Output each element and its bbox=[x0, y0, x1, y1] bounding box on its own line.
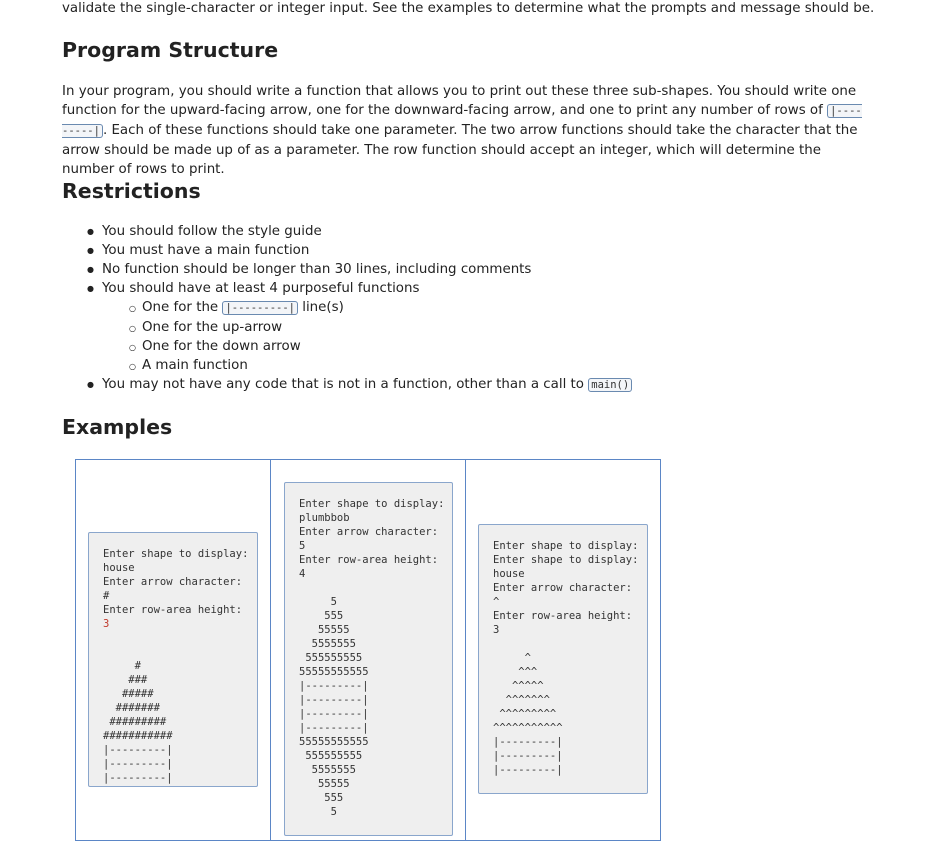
examples-table bbox=[75, 459, 661, 841]
program-structure-text-a: In your program, you should write a function that allows you to print out these three sub-shapes. You should write one function for the upward-facing arrow, one for the downward-facing arrow, and one to print any number of rows of bbox=[62, 84, 857, 118]
heading-program-structure: Program Structure bbox=[62, 38, 279, 62]
example-prompt: Enter shape to display: Enter shape to display: house Enter arrow character: ^ Enter row-area height: 3 bbox=[493, 540, 639, 636]
restriction-item: ● No function should be longer than 30 lines, including comments bbox=[102, 260, 632, 279]
example-cell-plumbbob bbox=[271, 460, 466, 841]
restriction-item bbox=[102, 375, 632, 395]
restriction-item-label: You should have at least 4 purposeful functions bbox=[102, 281, 420, 296]
example-shape: 5 555 55555 5555555 555555555 55555555555 |---------| |---------| |---------| |---------| 55555555555 555555555 5555555 55555 555 5 bbox=[299, 596, 369, 818]
program-structure-text-b: . Each of these functions should take one parameter. The two arrow functions should take the character that the arrow should be made up of as a parameter. The row function should accept an integer, which will determine the number of rows to print. bbox=[62, 123, 858, 177]
example-output-plumbbob bbox=[284, 482, 453, 836]
heading-examples: Examples bbox=[62, 415, 173, 439]
heading-restrictions: Restrictions bbox=[62, 179, 201, 203]
example-cell-house-caret bbox=[466, 460, 661, 841]
example-shape: ^ ^^^ ^^^^^ ^^^^^^^ ^^^^^^^^^ ^^^^^^^^^^^ |---------| |---------| |---------| bbox=[493, 652, 563, 776]
restriction-item bbox=[102, 279, 632, 375]
example-height-value: 3 bbox=[103, 618, 110, 630]
sublist-item: ○ A main function bbox=[142, 356, 632, 375]
row-code-snippet: |---------| bbox=[62, 105, 862, 137]
example-cell-house bbox=[76, 460, 271, 841]
sublist-item-suffix: line(s) bbox=[297, 300, 344, 315]
main-code-snippet: main() bbox=[588, 378, 632, 392]
sublist-item: ○ One for the down arrow bbox=[142, 337, 632, 356]
example-prompt: Enter shape to display: house Enter arrow character: # Enter row-area height: bbox=[103, 548, 249, 616]
restrictions-list bbox=[62, 222, 632, 395]
sublist-item-prefix: One for the bbox=[142, 300, 223, 315]
intro-text: validate the single-character or integer input. See the examples to determine what the prompts and message should be. bbox=[62, 1, 875, 16]
restriction-item-prefix: You may not have any code that is not in a function, other than a call to bbox=[102, 377, 589, 392]
sublist-item bbox=[142, 298, 632, 318]
restriction-item: ● You must have a main function bbox=[102, 241, 632, 260]
example-output-house bbox=[88, 532, 258, 787]
example-shape: # ### ##### ####### ######### ########### |---------| |---------| |---------| bbox=[103, 660, 173, 784]
sublist-item: ○ One for the up-arrow bbox=[142, 318, 632, 337]
restriction-item: ● You should follow the style guide bbox=[102, 222, 632, 241]
example-output-house-caret bbox=[478, 524, 648, 794]
program-structure-paragraph bbox=[62, 82, 867, 179]
functions-sublist bbox=[102, 298, 632, 375]
example-prompt: Enter shape to display: plumbbob Enter arrow character: 5 Enter row-area height: 4 bbox=[299, 498, 445, 580]
row-code-snippet: |---------| bbox=[222, 301, 298, 315]
